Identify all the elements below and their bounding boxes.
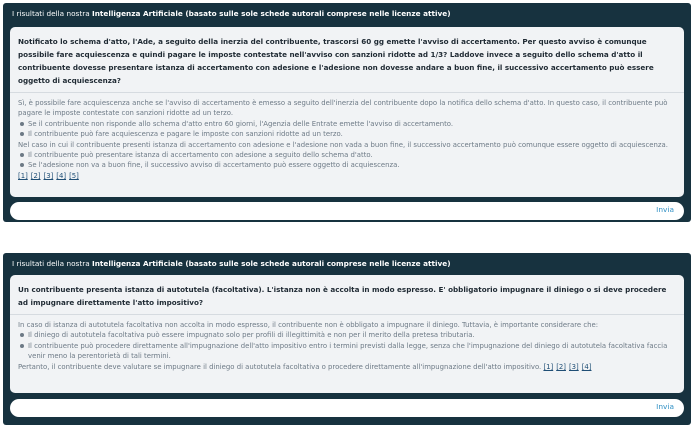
answer-list-item: Se il contribuente non risponde allo schema d'atto entro 60 giorni, l'Agenzia delle Entrate emette l'avviso di accertamento. <box>28 119 676 129</box>
reference-link-1[interactable]: [1] <box>18 171 28 180</box>
header-bold-text: Intelligenza Artificiale (basato sulle sole schede autorali comprese nelle licenze attive) <box>92 9 451 18</box>
answer-list <box>18 330 676 361</box>
answer-list-item: Il contribuente può procedere direttamente all'impugnazione dell'atto impositivo entro i termini previsti dalla legge, senza che l'impugnazione del diniego di autotutela facoltativa faccia venir meno la perentorietà di tali termini. <box>28 341 676 362</box>
panel-header <box>3 253 691 275</box>
header-prefix: I risultati della nostra <box>12 9 93 18</box>
question-input[interactable] <box>20 401 634 417</box>
reference-link-4[interactable]: [4] <box>56 171 67 180</box>
header-bold-text: Intelligenza Artificiale (basato sulle sole schede autorali comprese nelle licenze attive) <box>92 259 451 268</box>
answer-list <box>18 150 676 171</box>
answer-text <box>10 93 684 181</box>
qa-card <box>10 275 684 393</box>
answer-list-item: Il contribuente può presentare istanza di accertamento con adesione a seguito dello schema d'atto. <box>28 150 676 160</box>
reference-link-4[interactable]: [4] <box>581 362 592 371</box>
answer-list-item: Il diniego di autotutela facoltativa può essere impugnato solo per profili di illegittimità e non per il merito della pretesa tributaria. <box>28 330 676 340</box>
answer-conclusion: Pertanto, il contribuente deve valutare se impugnare il diniego di autotutela facoltativa o procedere direttamente all'impugnazione dell'atto impositivo. <box>18 362 542 371</box>
reference-link-1[interactable]: [1] <box>543 362 554 371</box>
ai-result-panel <box>3 3 691 222</box>
answer-text <box>10 315 684 372</box>
reference-link-5[interactable]: [5] <box>69 171 79 180</box>
send-button[interactable]: Invia <box>656 402 674 411</box>
references <box>18 171 676 181</box>
answer-paragraph: Nel caso in cui il contribuente presenti istanza di accertamento con adesione e l'adesione non vada a buon fine, il successivo accertamento può comunque essere oggetto di acquiescenza. <box>18 140 668 149</box>
answer-list-item: Se l'adesione non va a buon fine, il successivo avviso di accertamento può essere oggetto di acquiescenza. <box>28 160 676 170</box>
answer-paragraph <box>18 362 676 372</box>
qa-card <box>10 27 684 197</box>
answer-paragraph: Sì, è possibile fare acquiescenza anche se l'avviso di accertamento è emesso a seguito dell'inerzia del contribuente dopo la notifica dello schema d'atto. In questo caso, il contribuente può pagare le imposte contestate con sanzioni ridotte ad un terzo. <box>18 99 668 118</box>
reference-link-3[interactable]: [3] <box>43 171 54 180</box>
reference-link-2[interactable]: [2] <box>30 171 41 180</box>
send-button[interactable]: Invia <box>656 205 674 214</box>
answer-list <box>18 119 676 140</box>
reference-link-3[interactable]: [3] <box>568 362 579 371</box>
answer-paragraph: In caso di istanza di autotutela facoltativa non accolta in modo espresso, il contribuente non è obbligato a impugnare il diniego. Tuttavia, è importante considerare che: <box>18 321 599 329</box>
question-input[interactable] <box>20 204 634 220</box>
reference-link-2[interactable]: [2] <box>556 362 566 371</box>
question-input-bar <box>10 399 684 417</box>
question-text: Notificato lo schema d'atto, l'Ade, a seguito della inerzia del contribuente, trascorsi 60 gg emette l'avviso di accertamento. Per questo avviso è comunque possibile fare acquiescenza e quindi pagare le imposte contestate nell'avviso con sanzioni ridotte ad 1/3? Laddove invece a seguito dello schema d'atto il contribuente dovesse presentare istanza di accertamento con adesione e l'adesione non dovesse andare a buon fine, il successivo accertamento può essere oggetto di acquiescenza? <box>10 27 684 93</box>
header-prefix: I risultati della nostra <box>12 259 93 268</box>
answer-list-item: Il contribuente può fare acquiescenza e pagare le imposte con sanzioni ridotte ad un terzo. <box>28 129 676 139</box>
question-text: Un contribuente presenta istanza di autotutela (facoltativa). L'istanza non è accolta in modo espresso. E' obbligatorio impugnare il diniego o si deve procedere ad impugnare direttamente l'atto impositivo? <box>10 275 684 315</box>
question-input-bar <box>10 202 684 220</box>
ai-result-panel <box>3 253 691 425</box>
panel-header <box>3 3 691 25</box>
